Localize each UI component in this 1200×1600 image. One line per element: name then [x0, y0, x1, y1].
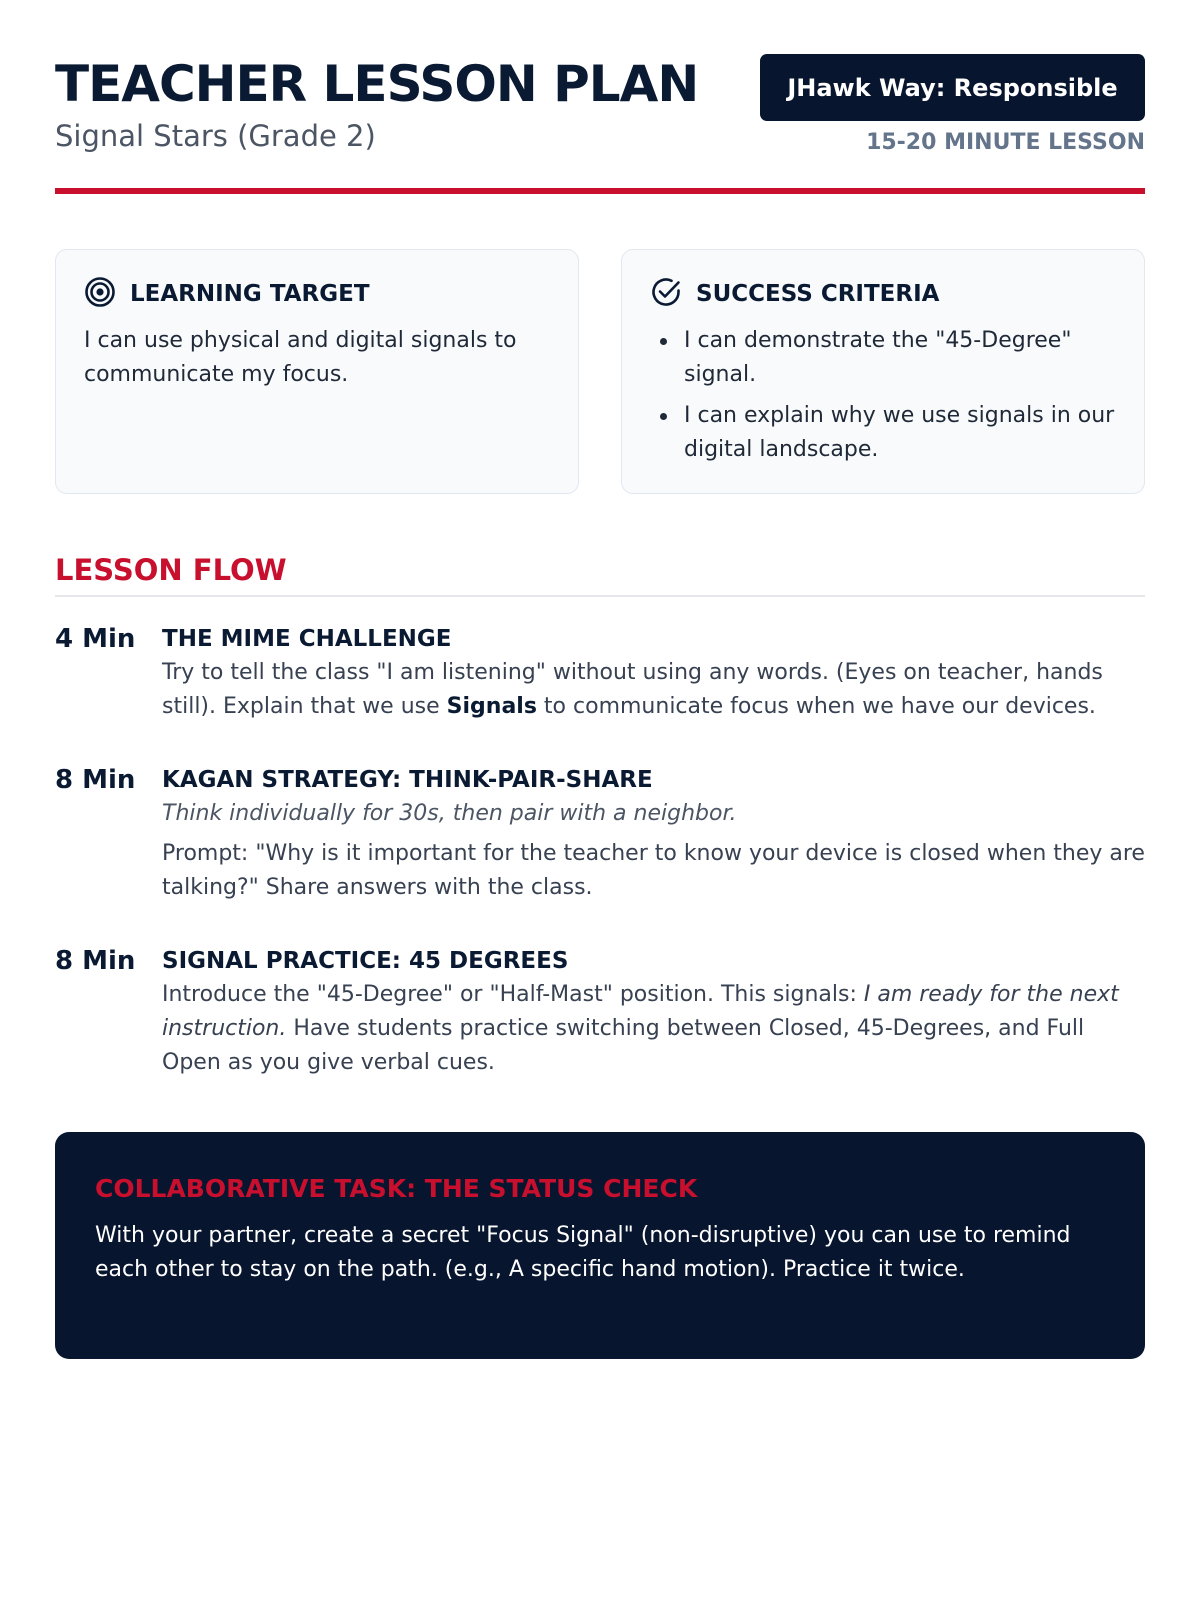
objectives-cards: [55, 249, 1145, 494]
step-heading: KAGAN STRATEGY: THINK-PAIR-SHARE: [162, 767, 653, 793]
step-time: 8 Min: [55, 946, 136, 976]
page-title: TEACHER LESSON PLAN: [55, 55, 699, 113]
learning-target-title: LEARNING TARGET: [130, 281, 370, 307]
step-text: Prompt: "Why is it important for the teacher to know your device is closed when they are talking?" Share answers with the class.: [162, 841, 1145, 900]
list-item: I can explain why we use signals in our digital landscape.: [650, 399, 1116, 467]
step-heading: SIGNAL PRACTICE: 45 DEGREES: [162, 948, 569, 974]
success-criteria-title: SUCCESS CRITERIA: [696, 281, 940, 307]
jhawk-way-badge: JHawk Way: Responsible: [760, 54, 1145, 121]
target-icon: [84, 276, 116, 312]
header-divider: [55, 188, 1145, 194]
learning-target-card: [55, 249, 579, 494]
step-text: [162, 656, 1145, 724]
task-title: COLLABORATIVE TASK: THE STATUS CHECK: [95, 1174, 698, 1203]
learning-target-text: I can use physical and digital signals to communicate my focus.: [84, 328, 517, 387]
step-body: [162, 944, 1145, 1080]
lesson-step-signal-practice: [55, 944, 1145, 1080]
step-text-part: Have students practice switching between Closed, 45-Degrees, and Full Open as you give verbal cues.: [162, 1016, 1085, 1075]
step-text-part: Try to tell the class "I am listening" without using any words. (Eyes on teacher, hands still). Explain that we use: [162, 660, 1103, 719]
step-body: [162, 622, 1145, 724]
check-circle-icon: [650, 276, 682, 312]
step-body: [162, 763, 1145, 905]
lesson-duration: 15-20 MINUTE LESSON: [866, 130, 1145, 155]
task-text: With your partner, create a secret "Focus Signal" (non-disruptive) you can use to remind each other to stay on the path. (e.g., A specific hand motion). Practice it twice.: [95, 1223, 1071, 1282]
step-text-part: to communicate focus when we have our devices.: [536, 694, 1096, 719]
lesson-step-think-pair-share: [55, 763, 1145, 905]
learning-target-header: [84, 276, 550, 312]
success-criteria-header: [650, 276, 1116, 312]
step-time: 4 Min: [55, 624, 136, 654]
lesson-step-mime-challenge: [55, 622, 1145, 724]
step-text-italic: I am ready for the next instruction.: [162, 982, 1119, 1041]
success-criteria-card: [621, 249, 1145, 494]
step-heading: THE MIME CHALLENGE: [162, 626, 452, 652]
lesson-flow-title: LESSON FLOW: [55, 553, 287, 587]
step-text-part: Introduce the "45-Degree" or "Half-Mast" position. This signals:: [162, 982, 864, 1007]
header: [55, 0, 1145, 196]
step-time: 8 Min: [55, 765, 136, 795]
step-text: [162, 978, 1145, 1080]
step-subtext: Think individually for 30s, then pair with a neighbor.: [162, 801, 737, 826]
step-text-bold: Signals: [446, 694, 537, 719]
collaborative-task-box: [55, 1132, 1145, 1359]
page-subtitle: Signal Stars (Grade 2): [55, 119, 376, 153]
lesson-flow-divider: [55, 595, 1145, 597]
list-item: I can demonstrate the "45-Degree" signal.: [650, 324, 1116, 392]
success-criteria-list: [650, 324, 1116, 467]
